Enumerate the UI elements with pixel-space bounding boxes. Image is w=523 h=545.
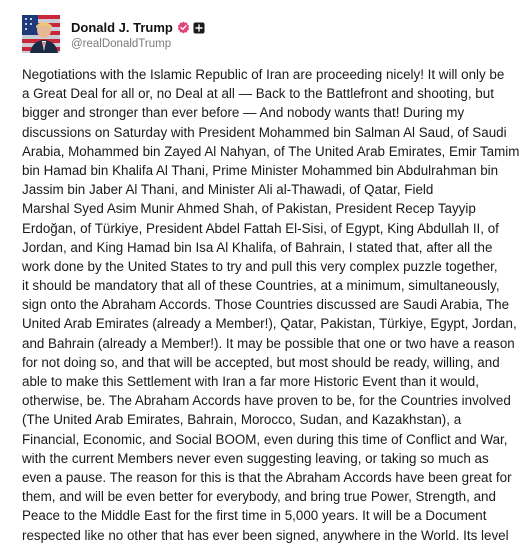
name-row — [71, 19, 205, 36]
post-line: them, and will be even better for everybody, and bring true Power, Strength, and — [22, 489, 496, 505]
post-line: Arabia, Mohammed bin Zayed Al Nahyan, of The United Arab Emirates, Emir Tamim — [22, 143, 520, 159]
display-name[interactable]: Donald J. Trump — [71, 19, 173, 35]
post-line: Jordan, and King Hamad bin Isa Al Khalifa, of Bahrain, I stated that, after all the — [22, 239, 493, 255]
post-line: bin Hamad bin Khalifa Al Thani, Prime Minister Mohammed bin Abdulrahman bin — [22, 162, 499, 178]
post-line: a Great Deal for all or, no Deal at all — Back to the Battlefront and shooting, but — [22, 86, 494, 102]
post-line: Jassim bin Jaber Al Thani, and Minister Ali al-Thawadi, of Qatar, Field — [22, 182, 434, 198]
post-line: able to make this Settlement with Iran a far more Historic Event than it would, — [22, 374, 479, 389]
avatar-photo-icon — [22, 15, 60, 53]
plus-icon[interactable] — [193, 21, 205, 33]
post-line: Financial, Economic, and Social BOOM, even during this time of Conflict and War, — [22, 431, 508, 447]
post-line: Peace to the Middle East for the first time in 5,000 years. It will be a Document — [22, 508, 487, 524]
avatar[interactable] — [22, 15, 60, 53]
post-line: with the current Members never even suggesting leaving, or taking so much as — [22, 450, 489, 466]
post-line: respected like no other that has ever been signed, anywhere in the World. Its level — [22, 527, 509, 543]
post-line: Marshal Syed Asim Munir Ahmed Shah, of Pakistan, President Recep Tayyip — [22, 201, 476, 217]
post-line: Negotiations with the Islamic Republic of Iran are proceeding nicely! It will only be — [22, 67, 505, 82]
post-line: it should be mandatory that all of these Countries, at a minimum, simultaneously, — [22, 278, 500, 294]
post-line: work done by the United States to try and pull this very complex puzzle together, — [22, 258, 498, 274]
post-line: otherwise, be. The Abraham Accords have proven to be, for the Countries involved — [22, 393, 511, 409]
user-handle[interactable]: @realDonaldTrump — [71, 37, 172, 50]
post-line: for not doing so, and that will be accepted, but most should be ready, willing, and — [22, 354, 500, 370]
post-line: (The United Arab Emirates, Bahrain, Morocco, Sudan, and Kazakhstan), a — [22, 412, 462, 428]
post-line: sign onto the Abraham Accords. Those Countries discussed are Saudi Arabia, The — [22, 297, 510, 313]
post-line: discussions on Saturday with President Mohammed bin Salman Al Saud, of Saudi — [22, 124, 507, 140]
user-identity — [71, 19, 205, 50]
post-body — [22, 65, 518, 545]
post-line: even a pause. The reason for this is that the Abraham Accords have been great for — [22, 469, 512, 485]
post-line: and Bahrain (already a Member!). It may be possible that one or two have a reason — [22, 335, 515, 351]
post-line: United Arab Emirates (already a Member!), Qatar, Pakistan, Türkiye, Egypt, Jordan, — [22, 316, 517, 332]
post-line: Erdoğan, of Türkiye, President Abdel Fattah El-Sisi, of Egypt, King Abdullah II, of — [22, 220, 499, 236]
verified-badge-icon — [177, 21, 190, 34]
post-line: bigger and stronger than ever before — And nobody wants that! During my — [22, 105, 465, 121]
post-header — [22, 15, 205, 53]
